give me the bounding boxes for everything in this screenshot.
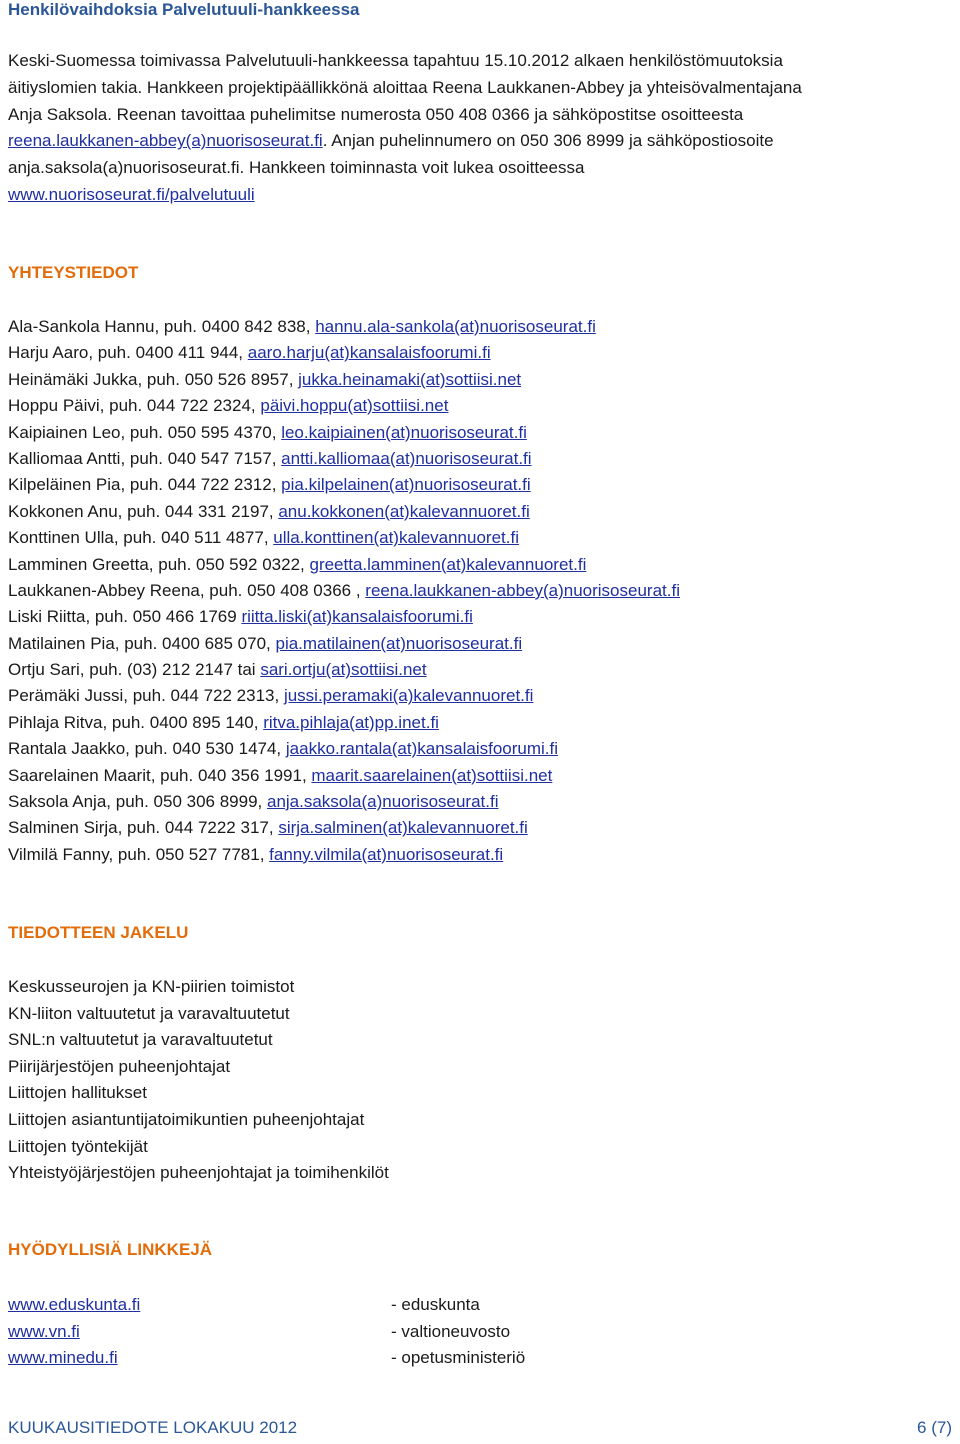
intro-line — [8, 182, 948, 209]
contact-name-phone: Matilainen Pia, puh. 0400 685 070, — [8, 633, 276, 653]
contact-item — [8, 842, 680, 868]
contact-name-phone: Kalliomaa Antti, puh. 040 547 7157, — [8, 448, 282, 468]
contact-item — [8, 683, 680, 709]
distribution-item: Keskusseurojen ja KN-piirien toimistot — [8, 977, 295, 996]
reena-email-link[interactable]: reena.laukkanen-abbey(a)nuorisoseurat.fi — [8, 131, 323, 151]
contact-name-phone: Salminen Sirja, puh. 044 7222 317, — [8, 818, 279, 838]
contact-name-phone: Saksola Anja, puh. 050 306 8999, — [8, 792, 267, 812]
contact-item — [8, 340, 680, 366]
contact-item — [8, 314, 680, 340]
contacts-list — [8, 314, 680, 868]
intro-paragraph — [8, 48, 948, 209]
contact-email-link[interactable]: jaakko.rantala(at)kansalaisfoorumi.fi — [285, 739, 559, 759]
contact-name-phone: Laukkanen-Abbey Reena, puh. 050 408 0366 , — [8, 580, 366, 600]
intro-line: äitiyslomien takia. Hankkeen projektipäällikkönä aloittaa Reena Laukkanen-Abbey ja yhteisövalmentajana — [8, 77, 802, 97]
contact-name-phone: Heinämäki Jukka, puh. 050 526 8957, — [8, 369, 299, 389]
contact-item — [8, 499, 680, 525]
contact-item — [8, 367, 680, 393]
contact-email-link[interactable]: greetta.lamminen(at)kalevannuoret.fi — [309, 554, 587, 574]
useful-links-heading: HYÖDYLLISIÄ LINKKEJÄ — [8, 1240, 213, 1259]
useful-link-description: - eduskunta — [391, 1295, 480, 1314]
contact-name-phone: Lamminen Greetta, puh. 050 592 0322, — [8, 554, 310, 574]
useful-link-url[interactable]: www.minedu.fi — [8, 1348, 118, 1368]
contact-item — [8, 815, 680, 841]
useful-link-url[interactable]: www.vn.fi — [8, 1321, 80, 1341]
contact-item — [8, 789, 680, 815]
contact-item — [8, 657, 680, 683]
contact-item — [8, 446, 680, 472]
contact-item — [8, 763, 680, 789]
distribution-item: KN-liiton valtuutetut ja varavaltuutetut — [8, 1003, 290, 1023]
contact-email-link[interactable]: pia.kilpelainen(at)nuorisoseurat.fi — [281, 475, 531, 495]
contact-name-phone: Liski Riitta, puh. 050 466 1769 — [8, 607, 242, 627]
useful-link-item — [8, 1345, 608, 1372]
useful-link-item — [8, 1292, 608, 1319]
distribution-heading: TIEDOTTEEN JAKELU — [8, 923, 189, 942]
distribution-item: Piirijärjestöjen puheenjohtajat — [8, 1056, 231, 1076]
contact-name-phone: Saarelainen Maarit, puh. 040 356 1991, — [8, 765, 312, 785]
contact-email-link[interactable]: päivi.hoppu(at)sottiisi.net — [260, 396, 449, 416]
contact-item — [8, 420, 680, 446]
contact-name-phone: Kilpeläinen Pia, puh. 044 722 2312, — [8, 475, 282, 495]
useful-link-description: - opetusministeriö — [391, 1348, 526, 1368]
contact-email-link[interactable]: pia.matilainen(at)nuorisoseurat.fi — [275, 633, 523, 653]
contact-item — [8, 472, 680, 498]
distribution-item: Liittojen työntekijät — [8, 1136, 148, 1156]
contact-email-link[interactable]: jussi.peramaki(a)kalevannuoret.fi — [283, 686, 534, 706]
contact-email-link[interactable]: anu.kokkonen(at)kalevannuoret.fi — [278, 501, 530, 521]
contact-name-phone: Pihlaja Ritva, puh. 0400 895 140, — [8, 712, 264, 732]
contact-email-link[interactable]: ulla.konttinen(at)kalevannuoret.fi — [273, 528, 519, 548]
contact-item — [8, 393, 680, 419]
contact-item — [8, 710, 680, 736]
contact-email-link[interactable]: ritva.pihlaja(at)pp.inet.fi — [263, 712, 439, 732]
contact-item — [8, 631, 680, 657]
contact-email-link[interactable]: aaro.harju(at)kansalaisfoorumi.fi — [247, 343, 491, 363]
contact-name-phone: Hoppu Päivi, puh. 044 722 2324, — [8, 396, 261, 416]
useful-link-url[interactable]: www.eduskunta.fi — [8, 1295, 141, 1314]
contact-email-link[interactable]: jukka.heinamaki(at)sottiisi.net — [298, 369, 522, 389]
contacts-heading: YHTEYSTIEDOT — [8, 263, 139, 282]
distribution-item: Liittojen hallitukset — [8, 1083, 147, 1103]
contact-name-phone: Kaipiainen Leo, puh. 050 595 4370, — [8, 422, 282, 442]
contact-email-link[interactable]: riitta.liski(at)kansalaisfoorumi.fi — [241, 607, 473, 627]
distribution-item: SNL:n valtuutetut ja varavaltuutetut — [8, 1030, 273, 1050]
useful-link-description: - valtioneuvosto — [391, 1321, 511, 1341]
intro-line: Anja Saksola. Reenan tavoittaa puhelimitse numerosta 050 408 0366 ja sähköpostitse osoitteesta — [8, 104, 744, 124]
contact-name-phone: Kokkonen Anu, puh. 044 331 2197, — [8, 501, 279, 521]
contact-name-phone: Harju Aaro, puh. 0400 411 944, — [8, 343, 248, 363]
useful-links-list — [8, 1292, 608, 1372]
contact-item — [8, 525, 680, 551]
intro-line: Keski-Suomessa toimivassa Palvelutuuli-hankkeessa tapahtuu 15.10.2012 alkaen henkilöstömuutoksia — [8, 51, 783, 70]
contact-email-link[interactable]: anja.saksola(a)nuorisoseurat.fi — [266, 792, 499, 812]
contact-item — [8, 552, 680, 578]
page-title: Henkilövaihdoksia Palvelutuuli-hankkeessa — [8, 0, 360, 19]
contact-email-link[interactable]: sirja.salminen(at)kalevannuoret.fi — [278, 818, 528, 838]
contact-email-link[interactable]: antti.kalliomaa(at)nuorisoseurat.fi — [281, 448, 532, 468]
contact-email-link[interactable]: maarit.saarelainen(at)sottiisi.net — [311, 765, 553, 785]
contact-email-link[interactable]: sari.ortju(at)sottiisi.net — [260, 660, 427, 680]
distribution-list — [8, 974, 389, 1187]
useful-link-item — [8, 1319, 608, 1346]
contact-email-link[interactable]: fanny.vilmila(at)nuorisoseurat.fi — [269, 844, 504, 864]
distribution-item: Yhteistyöjärjestöjen puheenjohtajat ja toimihenkilöt — [8, 1163, 389, 1183]
distribution-item: Liittojen asiantuntijatoimikuntien puheenjohtajat — [8, 1109, 365, 1129]
footer-publication: KUUKAUSITIEDOTE LOKAKUU 2012 — [8, 1418, 298, 1437]
contact-name-phone: Ortju Sari, puh. (03) 212 2147 tai — [8, 660, 261, 680]
contact-email-link[interactable]: hannu.ala-sankola(at)nuorisoseurat.fi — [315, 317, 596, 336]
palvelutuuli-url-link[interactable]: www.nuorisoseurat.fi/palvelutuuli — [8, 184, 255, 204]
contact-email-link[interactable]: leo.kaipiainen(at)nuorisoseurat.fi — [281, 422, 527, 442]
contact-name-phone: Vilmilä Fanny, puh. 050 527 7781, — [8, 844, 270, 864]
contact-item — [8, 736, 680, 762]
contact-email-link[interactable]: reena.laukkanen-abbey(a)nuorisoseurat.fi — [365, 580, 680, 600]
contact-name-phone: Perämäki Jussi, puh. 044 722 2313, — [8, 686, 284, 706]
contact-item — [8, 578, 680, 604]
intro-text: . Anjan puhelinnumero on 050 306 8999 ja sähköpostiosoite — [322, 131, 774, 151]
contact-name-phone: Konttinen Ulla, puh. 040 511 4877, — [8, 528, 274, 548]
contact-name-phone: Rantala Jaakko, puh. 040 530 1474, — [8, 739, 286, 759]
footer-page-number: 6 (7) — [917, 1418, 952, 1437]
contact-item — [8, 604, 680, 630]
intro-line — [8, 128, 948, 155]
contact-name-phone: Ala-Sankola Hannu, puh. 0400 842 838, — [8, 317, 316, 336]
intro-line: anja.saksola(a)nuorisoseurat.fi. Hankkeen toiminnasta voit lukea osoitteessa — [8, 158, 585, 178]
